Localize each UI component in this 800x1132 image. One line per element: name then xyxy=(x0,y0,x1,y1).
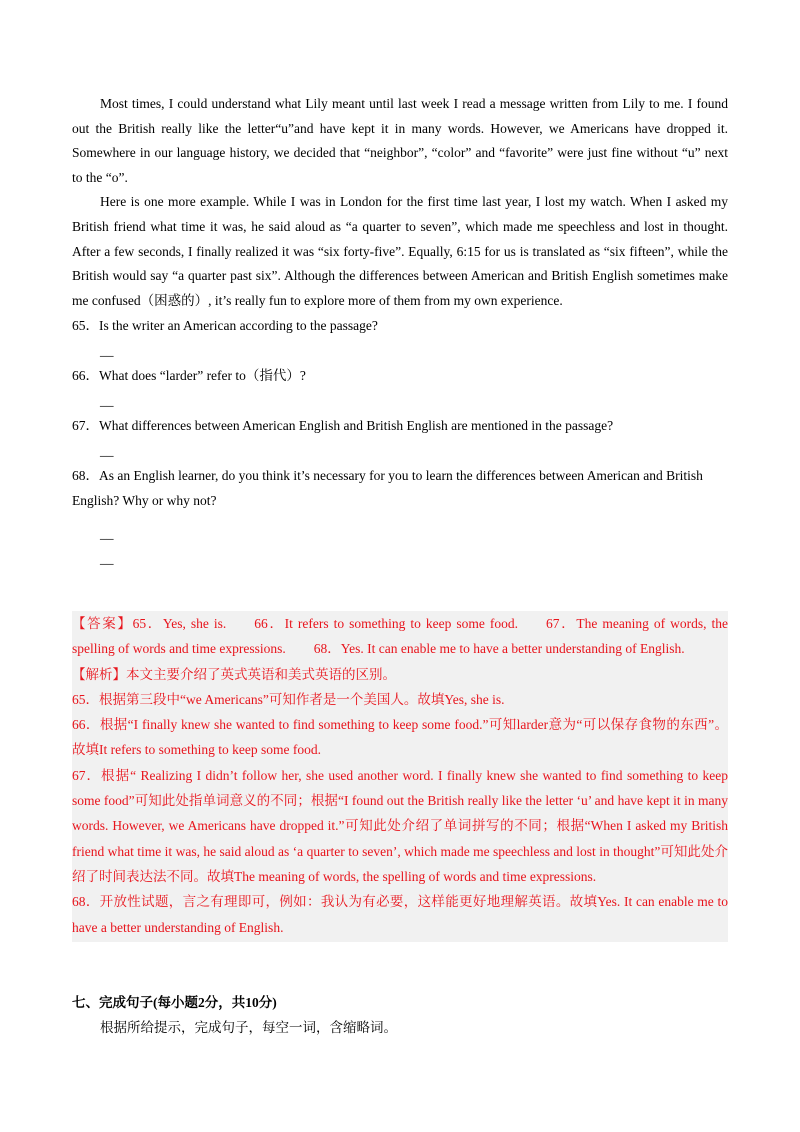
section-heading: 七、完成句子(每小题2分，共10分) xyxy=(72,995,277,1010)
answer-blank: __ xyxy=(100,343,114,359)
question-65: 65．Is the writer an American according to the passage? xyxy=(72,318,378,334)
analysis-tag: 【解析】 xyxy=(72,666,126,682)
passage-paragraph: Most times, I could understand what Lily meant until last week I read a message written from Lily to me. I found out the British really like the letter“u”and have kept it in many words. However, we Americans have dropped it. Somewhere in our language history, we decided that “neighbor”, “color” and “favorite” were just fine without “u” next to the “o”. xyxy=(72,96,728,185)
question-66: 66．What does “larder” refer to（指代）? xyxy=(72,368,306,384)
section-seven xyxy=(72,990,728,1040)
answer-blank: __ xyxy=(100,551,114,567)
answer-tag: 【答案】 xyxy=(72,616,133,631)
question-67: 67．What differences between American English and British English are mentioned in the passage? xyxy=(72,418,614,434)
passage-paragraph: Here is one more example. While I was in London for the first time last year, I lost my watch. When I asked my British friend what time it was, he said aloud as “a quarter to seven”, which made me speechless and lost in thought. After a few seconds, I finally realized it was “six forty-five”. Equally, 6:15 for us is translated as “six fifteen”, while the British would say “a quarter past six”. Although the differences between American and British English sometimes make me confused（困惑的）, it’s really fun to explore more of them from my own experience. xyxy=(72,194,728,308)
analysis-intro: 本文主要介绍了英式英语和美式英语的区别。 xyxy=(126,666,396,682)
explanation-67: 67．根据“ Realizing I didn’t follow her, she used another word. I finally knew she wanted to find something to keep some food”可知此处指单词意义的不同；根据“I found out the British really like the letter ‘u’ and have kept it in many words. However, we Americans have dropped it.”可知此处介绍了单词拼写的不同；根据“When I asked my British friend what time it was, he said aloud as ‘a quarter to seven’, which made me speechless and lost in thought”可知此处介绍了时间表达法不同。故填The meaning of words, the spelling of words and time expressions. xyxy=(72,767,728,884)
question-68: 68．As an English learner, do you think it’s necessary for you to learn the differences between American and British English? Why or why not? xyxy=(72,468,703,509)
answer-blank: __ xyxy=(100,443,114,459)
answer-box xyxy=(72,611,728,942)
answer-line xyxy=(72,611,728,662)
analysis-line xyxy=(72,662,728,687)
explanation-65: 65．根据第三段中“we Americans”可知作者是一个美国人。故填Yes, she is. xyxy=(72,691,505,707)
answer-68: 68．Yes. It can enable me to have a better understanding of English. xyxy=(313,641,685,657)
answer-67: 67．The meaning of words, the spelling of words and time expressions. xyxy=(72,616,728,657)
explanation-68: 68．开放性试题，言之有理即可，例如：我认为有必要，这样能更好地理解英语。故填Yes. It can enable me to have a better understanding of English. xyxy=(72,894,728,935)
answer-66: 66．It refers to something to keep some food. xyxy=(254,616,519,631)
answer-blank: __ xyxy=(100,526,114,542)
explanation-66: 66．根据“I finally knew she wanted to find something to keep some food.”可知larder意为“可以保存食物的东西”。故填It refers to something to keep some food. xyxy=(72,717,728,758)
answer-blank: __ xyxy=(100,393,114,409)
answer-65: 65．Yes, she is. xyxy=(132,616,227,631)
passage-block xyxy=(72,92,728,571)
section-instruction: 根据所给提示，完成句子，每空一词，含缩略词。 xyxy=(100,1020,397,1035)
